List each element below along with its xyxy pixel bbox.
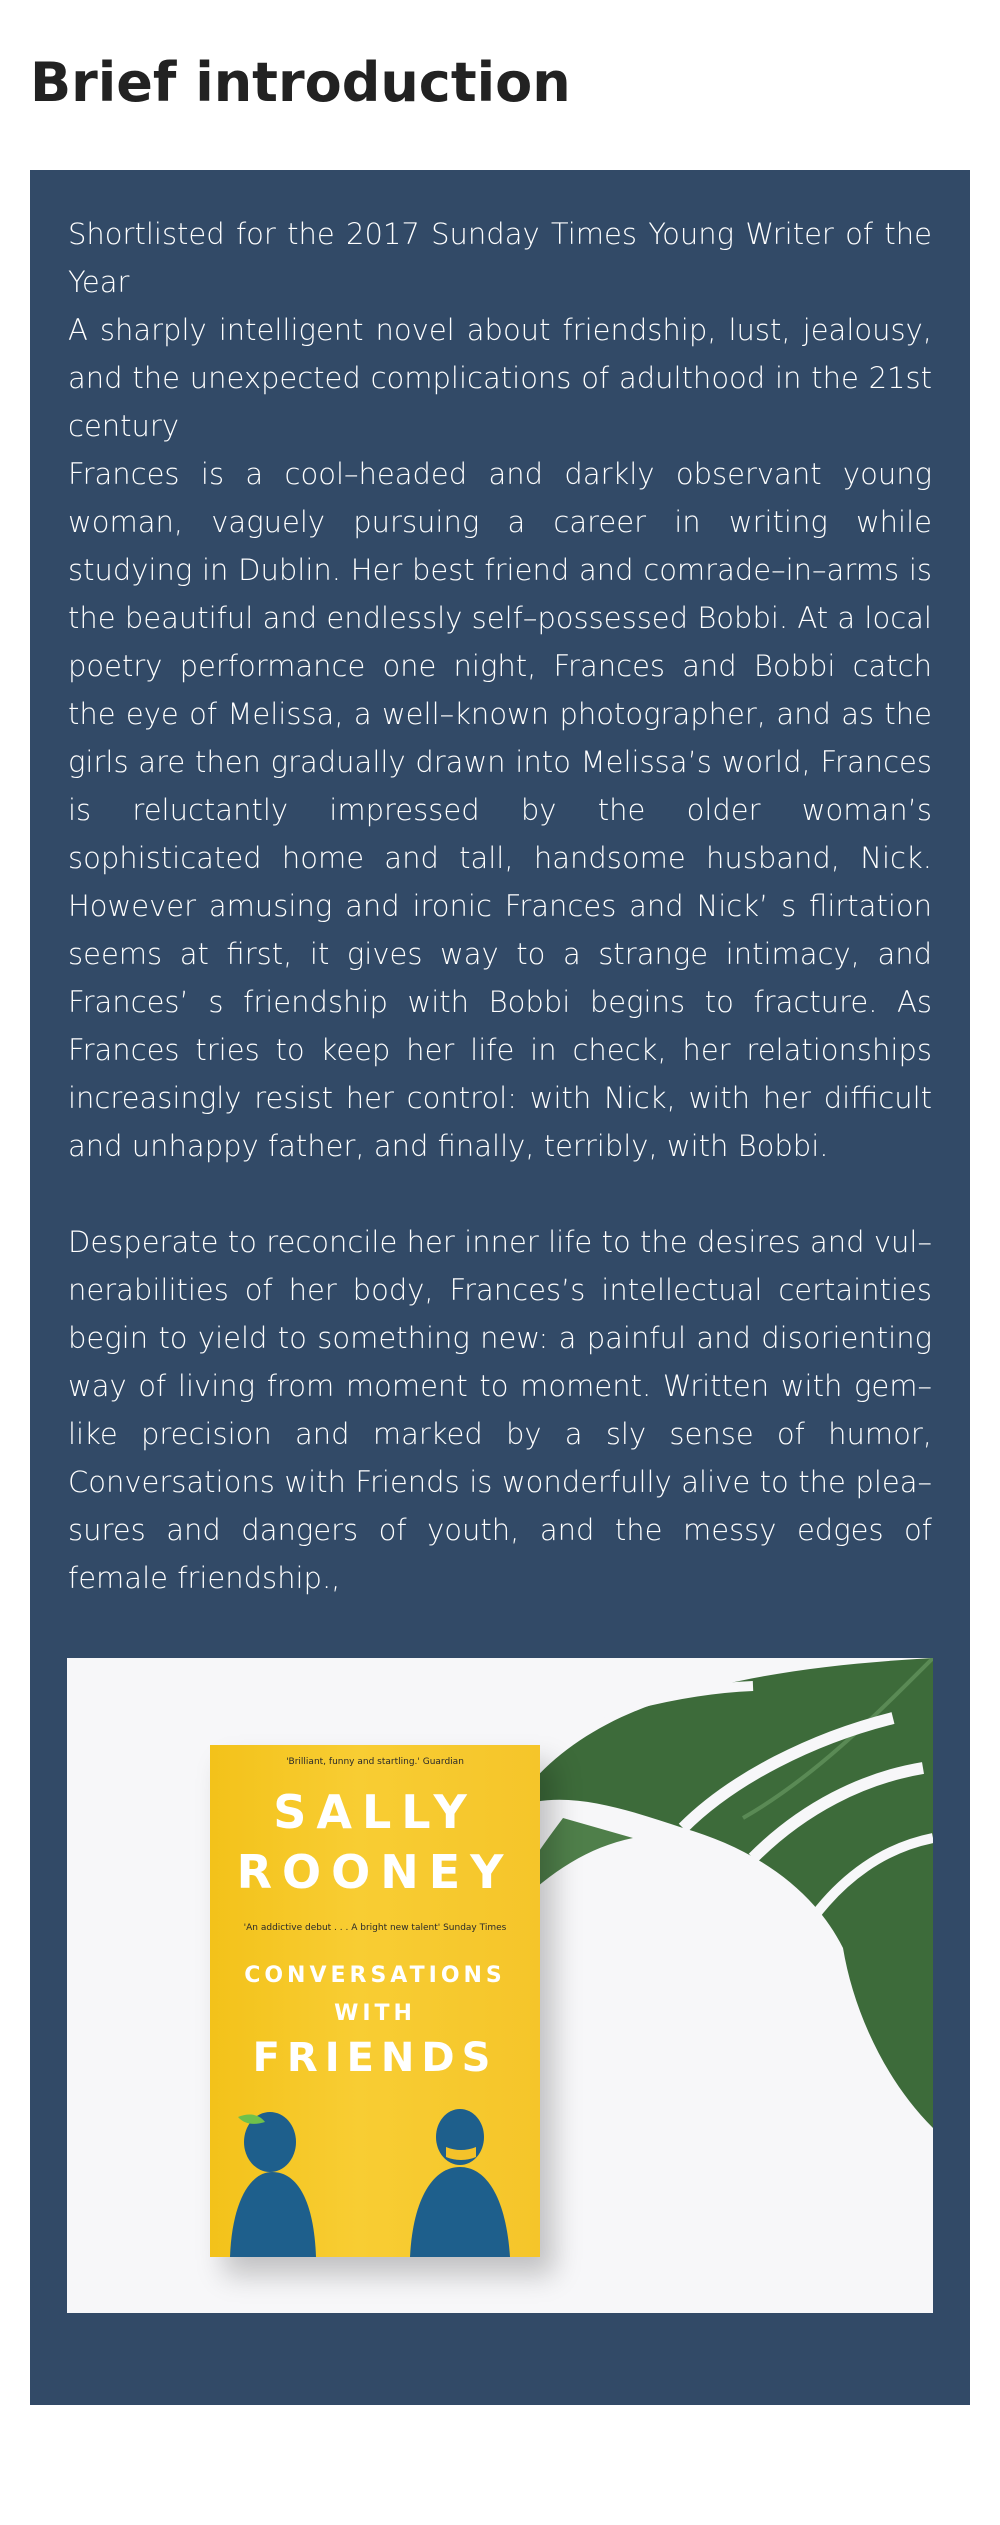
cover-quote-mid: 'An addictive debut . . . A bright new talent' Sunday Times: [243, 1923, 507, 1933]
cover-quote-top: 'Brilliant, funny and startling.' Guardian: [286, 1757, 464, 1767]
cover-title-line-2: WITH: [334, 2001, 416, 2026]
cover-author-first: SALLY: [273, 1785, 477, 1839]
book-photo: [67, 1658, 933, 2313]
shortlist-line: Shortlisted for the 2017 Sunday Times Young Writer of the Year: [68, 217, 932, 299]
synopsis-paragraph-2: Desperate to reconcile her inner life to the desires and vul–nerabilities of her body, Frances’s intellectual certainties begin to yield to something new: a painful and disorienting way of living from moment to moment. Written with gem–like precision and marked by a sly sense of humor, Conversations with Friends is wonderfully alive to the plea–sures and dangers of youth, and the messy edges of female friendship.,: [68, 1225, 932, 1595]
book-cover: [210, 1745, 540, 2257]
synopsis-paragraph-1: Frances is a cool–headed and darkly observant young woman, vaguely pursuing a career in writing while studying in Dublin. Her best friend and comrade–in–arms is the beautiful and endlessly self–possessed Bobbi. At a local poetry performance one night, Frances and Bobbi catch the eye of Melissa, a well–known photographer, and as the girls are then gradually drawn into Melissa’s world, Frances is reluctantly impressed by the older woman’s sophisticated home and tall, handsome husband, Nick. However amusing and ironic Frances and Nick’ s flirtation seems at first, it gives way to a strange intimacy, and Frances’ s friendship with Bobbi begins to fracture. As Frances tries to keep her life in check, her relationships increasingly resist her control: with Nick, with her difficult and unhappy father, and finally, terribly, with Bobbi.: [68, 457, 932, 1163]
cover-author-last: ROONEY: [236, 1845, 514, 1899]
cover-title-line-1: CONVERSATIONS: [244, 1963, 506, 1988]
intro-text: [68, 210, 932, 1602]
section-heading: Brief introduction: [30, 40, 571, 126]
intro-panel: [30, 170, 970, 2405]
tagline: A sharply intelligent novel about friendship, lust, jealousy, and the unexpected complications of adulthood in the 21st century: [68, 313, 932, 443]
section-heading-wrap: [30, 40, 571, 126]
cover-figures-illustration-icon: [210, 2107, 540, 2257]
cover-title-line-3: FRIENDS: [252, 2035, 498, 2081]
